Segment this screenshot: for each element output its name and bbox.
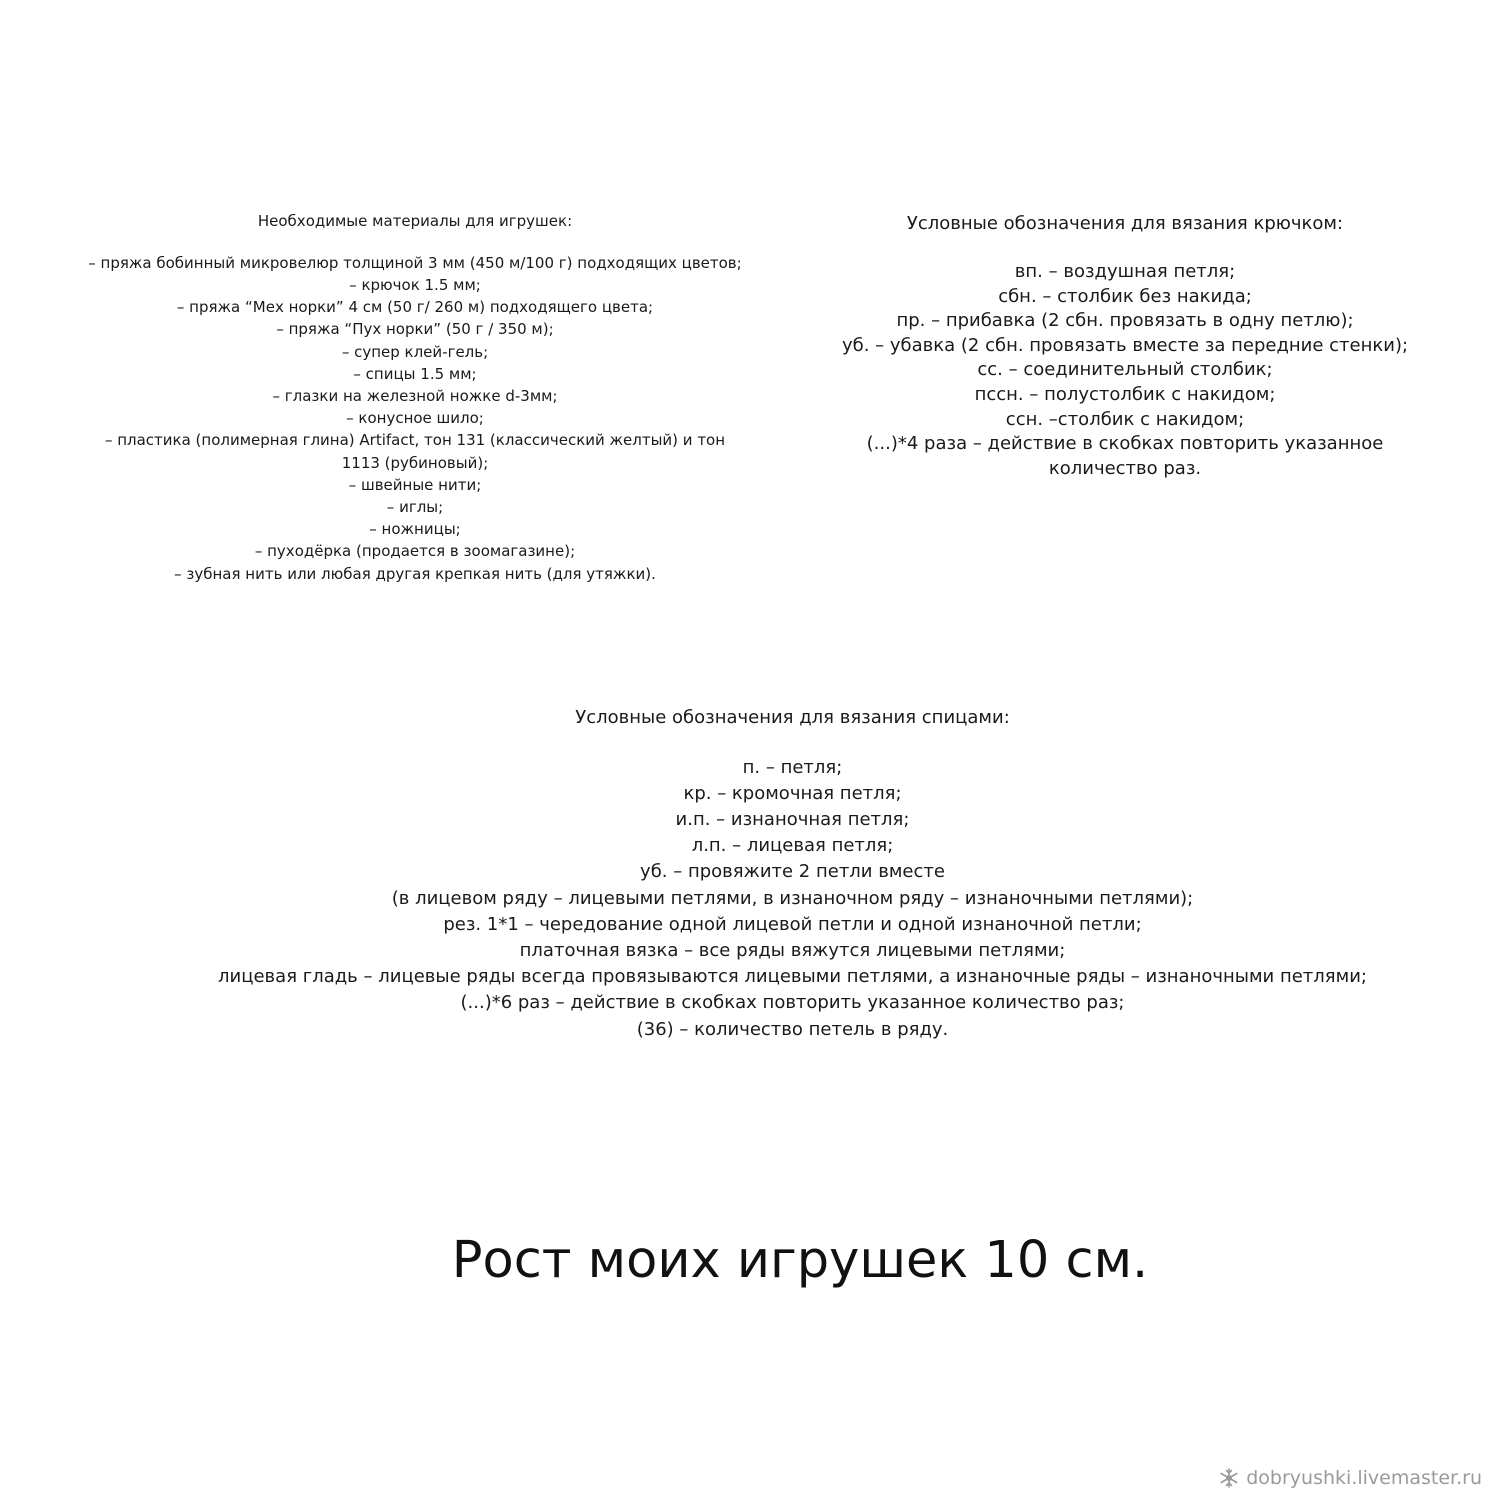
knitting-legend-item: уб. – провяжите 2 петли вместе <box>640 861 945 883</box>
watermark-text: dobryushki.livemaster.ru <box>1246 1467 1482 1489</box>
knitting-legend-item: лицевая гладь – лицевые ряды всегда провязываются лицевыми петлями, а изнаночные ряды – изнаночными петлями; <box>218 966 1367 988</box>
materials-item: – пряжа “Мех норки” 4 см (50 г/ 260 м) подходящего цвета; <box>176 298 654 317</box>
knitting-legend-item: кр. – кромочная петля; <box>683 782 902 804</box>
knitting-legend-item: (в лицевом ряду – лицевыми петлями, в изнаночном ряду – изнаночными петлями); <box>391 887 1194 909</box>
materials-item: – крючок 1.5 мм; <box>349 275 481 294</box>
knitting-legend-item: л.п. – лицевая петля; <box>691 835 894 857</box>
watermark <box>1218 1466 1482 1490</box>
knitting-legend-section <box>170 705 1415 1043</box>
crochet-legend-item: сбн. – столбик без накида; <box>998 285 1252 307</box>
materials-title: Необходимые материалы для игрушек: <box>257 212 573 230</box>
knitting-legend-title: Условные обозначения для вязания спицами: <box>575 707 1010 728</box>
knitting-legend-item: (36) – количество петель в ряду. <box>636 1018 949 1040</box>
snowflake-logo-icon <box>1218 1467 1240 1489</box>
knitting-legend-item: (...)*6 раз – действие в скобках повторить указанное количество раз; <box>460 992 1125 1014</box>
crochet-legend-item: сс. – соединительный столбик; <box>977 359 1273 381</box>
materials-item: – пряжа бобинный микровелюр толщиной 3 мм (450 м/100 г) подходящих цветов; <box>88 253 742 272</box>
materials-item: – иглы; <box>386 497 444 516</box>
crochet-legend-item: пссн. – полустолбик с накидом; <box>974 383 1276 405</box>
materials-item: – конусное шило; <box>346 409 484 428</box>
knitting-legend-item: п. – петля; <box>742 756 843 778</box>
crochet-legend-section <box>810 212 1440 481</box>
toy-height-text: Рост моих игрушек 10 см. <box>451 1231 1149 1290</box>
materials-item: – пластика (полимерная глина) Artifact, тон 131 (классический желтый) и тон 1113 (рубиновый); <box>104 431 726 472</box>
knitting-legend-item: рез. 1*1 – чередование одной лицевой петли и одной изнаночной петли; <box>443 913 1142 935</box>
materials-item: – ножницы; <box>369 520 461 539</box>
crochet-legend-item: ссн. –столбик с накидом; <box>1005 408 1245 430</box>
knitting-legend-item: и.п. – изнаночная петля; <box>675 809 910 830</box>
toy-height-note <box>300 1228 1300 1294</box>
materials-item: – пряжа “Пух норки” (50 г / 350 м); <box>276 320 554 339</box>
crochet-legend-title: Условные обозначения для вязания крючком: <box>906 213 1344 234</box>
knitting-legend-item: платочная вязка – все ряды вяжутся лицевыми петлями; <box>519 940 1066 962</box>
crochet-legend-item: вп. – воздушная петля; <box>1014 260 1236 282</box>
materials-section <box>85 210 745 585</box>
materials-item: – супер клей-гель; <box>341 342 489 361</box>
crochet-legend-item: пр. – прибавка (2 сбн. провязать в одну петлю); <box>896 310 1354 332</box>
crochet-legend-item: уб. – убавка (2 сбн. провязать вместе за передние стенки); <box>841 334 1409 356</box>
crochet-legend-item: (...)*4 раза – действие в скобках повторить указанное количество раз. <box>866 433 1384 479</box>
materials-item: – зубная нить или любая другая крепкая нить (для утяжки). <box>174 564 656 583</box>
materials-item: – спицы 1.5 мм; <box>353 364 477 383</box>
materials-item: – глазки на железной ножке d-3мм; <box>272 386 558 405</box>
materials-item: – швейные нити; <box>348 475 482 494</box>
materials-item: – пуходёрка (продается в зоомагазине); <box>254 542 576 561</box>
